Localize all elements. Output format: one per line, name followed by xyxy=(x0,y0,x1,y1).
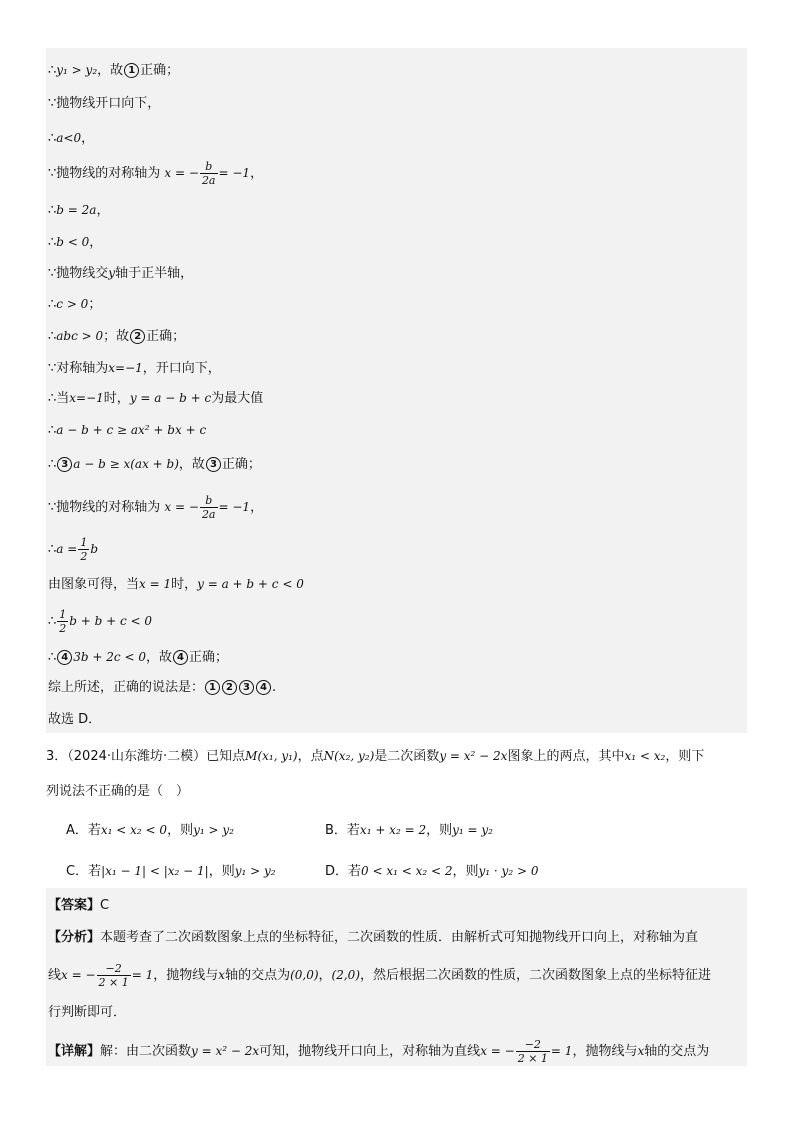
solution-line-4: ∵抛物线的对称轴为 x = − $\frac{b}{2a}$ = −1， xyxy=(48,160,264,187)
fraction: $\frac{1}{2}$ xyxy=(59,608,67,635)
answer-label: 【答案】 xyxy=(48,898,101,913)
solution-line-5: ∴b = 2a， xyxy=(48,203,110,218)
solution-line-3: ∴a<0， xyxy=(48,131,95,146)
detail-label: 【详解】 xyxy=(48,1044,101,1059)
circled-number: 4 xyxy=(256,680,271,695)
solution-line-19: 综上所述，正确的说法是： 1 2 3 4 . xyxy=(48,680,277,695)
circled-number: 3 xyxy=(57,457,72,472)
option-b[interactable]: B．若x₁ + x₂ = 2，则y₁ = y₂ xyxy=(325,823,493,838)
answer-line xyxy=(48,896,109,916)
analysis-label: 【分析】 xyxy=(48,930,101,945)
solution-line-17: ∴ $\frac{1}{2}$ b + b + c < 0 xyxy=(48,608,153,635)
analysis-line-2: 线x = − $\frac{-2}{2 \times 1}$ = 1，抛物线与x轴的交点为(0,0)，(2,0)，然后根据二次函数的性质，二次函数图象上点的坐标特征进 xyxy=(48,962,712,989)
circled-number: 1 xyxy=(205,680,220,695)
circled-number: 3 xyxy=(206,457,221,472)
fraction: $\frac{-2}{2 \times 1}$ xyxy=(98,962,129,989)
analysis-line-3: 行判断即可． xyxy=(48,1005,127,1020)
circled-number: 2 xyxy=(130,329,145,344)
solution-line-13: ∴ 3 a − b ≥ x(ax + b)，故 3 正确； xyxy=(48,457,261,472)
solution-line-1: ∴y₁ > y₂，故 1 正确； xyxy=(48,63,180,78)
question-stem: 3．（2024·山东潍坊·二模）已知点M(x₁, y₁)，点N(x₂, y₂)是二次函数y = x² − 2x图象上的两点，其中x₁ < x₂，则下 xyxy=(46,749,705,764)
circled-number: 1 xyxy=(124,63,139,78)
solution-line-2: ∵抛物线开口向下， xyxy=(48,96,161,111)
solution-line-14: ∵抛物线的对称轴为 x = − $\frac{b}{2a}$ = −1， xyxy=(48,494,264,521)
fraction: $\frac{b}{2a}$ xyxy=(201,494,216,521)
fraction: $\frac{-2}{2 \times 1}$ xyxy=(517,1038,548,1065)
solution-line-6: ∴b < 0， xyxy=(48,235,103,250)
solution-line-11: ∴当x=−1时，y = a − b + c为最大值 xyxy=(48,391,264,406)
circled-number: 2 xyxy=(222,680,237,695)
solution-line-20: 故选 D． xyxy=(48,712,102,727)
fraction: $\frac{b}{2a}$ xyxy=(201,160,216,187)
solution-line-12: ∴a − b + c ≥ ax² + bx + c xyxy=(48,423,207,438)
question-stem-line-2: 列说法不正确的是（ ） xyxy=(46,784,190,799)
solution-line-9: ∴abc > 0；故 2 正确； xyxy=(48,329,186,344)
solution-line-8: ∴c > 0； xyxy=(48,297,102,312)
circled-number: 3 xyxy=(239,680,254,695)
question-number: 3． xyxy=(46,749,68,764)
fraction: $\frac{1}{2}$ xyxy=(80,536,88,563)
option-d[interactable]: D．若0 < x₁ < x₂ < 2，则y₁ · y₂ > 0 xyxy=(325,864,539,879)
solution-line-7: ∵抛物线交y轴于正半轴， xyxy=(48,266,194,281)
detail-line-1: 【详解】解：由二次函数y = x² − 2x可知，抛物线开口向上，对称轴为直线x = − $\frac{-2}{2 \times 1}$ = 1，抛物线与x轴的交点为 xyxy=(48,1038,710,1065)
solution-line-10: ∵对称轴为x=−1，开口向下， xyxy=(48,361,221,376)
circled-number: 4 xyxy=(173,650,188,665)
option-a[interactable]: A．若x₁ < x₂ < 0，则y₁ > y₂ xyxy=(66,823,234,838)
solution-line-18: ∴ 4 3b + 2c < 0，故 4 正确； xyxy=(48,650,228,665)
question-source: （2024·山东潍坊·二模） xyxy=(67,749,207,764)
solution-line-15: ∴a = $\frac{1}{2}$ b xyxy=(48,536,98,563)
solution-line-16: 由图象可得，当x = 1时，y = a + b + c < 0 xyxy=(48,577,304,592)
answer-value: C xyxy=(100,898,110,913)
analysis-line-1: 【分析】本题考查了二次函数图象上点的坐标特征，二次函数的性质．由解析式可知抛物线开口向上，对称轴为直 xyxy=(48,930,699,945)
circled-number: 4 xyxy=(57,650,72,665)
option-c[interactable]: C．若|x₁ − 1| < |x₂ − 1|，则y₁ > y₂ xyxy=(66,864,276,879)
